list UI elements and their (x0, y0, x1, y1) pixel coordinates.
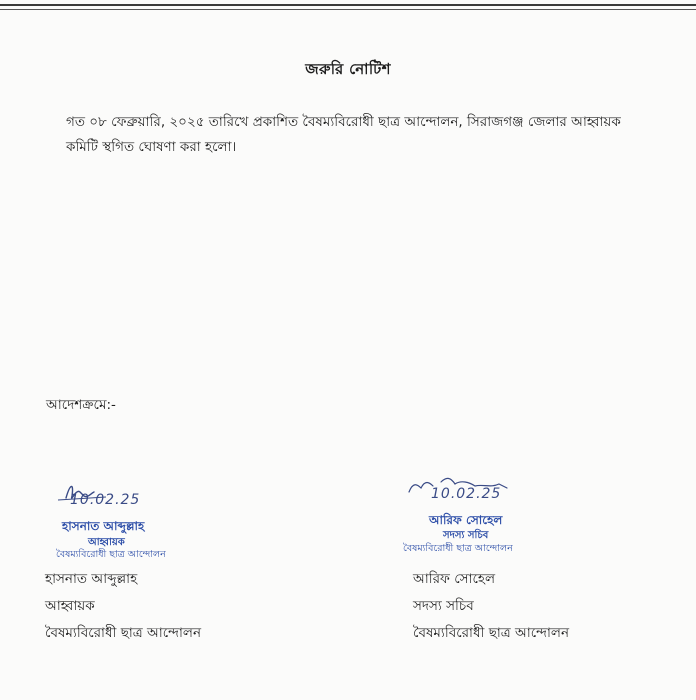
notice-body (66, 110, 646, 160)
signatory-role-left: আহ্বায়ক (45, 598, 95, 614)
stamp-role-left: আহ্বায়ক (88, 537, 125, 548)
stamp-role-right: সদস্য সচিব (443, 530, 489, 541)
signatory-role-right: সদস্য সচিব (413, 598, 474, 614)
signatory-name-right: আরিফ সোহেল (413, 571, 496, 587)
signatory-name-left: হাসনাত আব্দুল্লাহ (45, 571, 138, 587)
header-rule-thin (0, 9, 696, 10)
stamp-org-right: বৈষম্যবিরোধী ছাত্র আন্দোলন (403, 543, 513, 554)
notice-body-line-1: গত ০৮ ফেব্রুয়ারি, ২০২৫ তারিখে প্রকাশিত বৈষম্যবিরোধী ছাত্র আন্দোলন, সিরাজগঞ্জ জেলার আহ্বায়ক (66, 114, 621, 130)
order-label: আদেশক্রমে:- (46, 397, 116, 413)
signatory-info-left (45, 566, 201, 647)
notice-title: জরুরি নোটিশ (305, 60, 391, 78)
signatory-org-left: বৈষম্যবিরোধী ছাত্র আন্দোলন (45, 625, 202, 641)
signature-date-right: 10.02.25 (431, 486, 502, 502)
stamp-name-left: হাসনাত আব্দুল্লাহ (62, 519, 145, 533)
stamp-org-left: বৈষম্যবিরোধী ছাত্র আন্দোলন (56, 549, 166, 560)
signature-block-left (48, 478, 248, 562)
signatory-org-right: বৈষম্যবিরোধী ছাত্র আন্দোলন (413, 625, 570, 641)
header-rule-thick (0, 4, 696, 6)
signature-date-left: 10.02.25 (70, 492, 141, 508)
notice-body-line-2: কমিটি স্থগিত ঘোষণা করা হলো। (66, 139, 237, 155)
signatory-info-right (413, 566, 569, 647)
stamp-name-right: আরিফ সোহেল (429, 513, 503, 527)
signature-block-right (395, 470, 595, 560)
